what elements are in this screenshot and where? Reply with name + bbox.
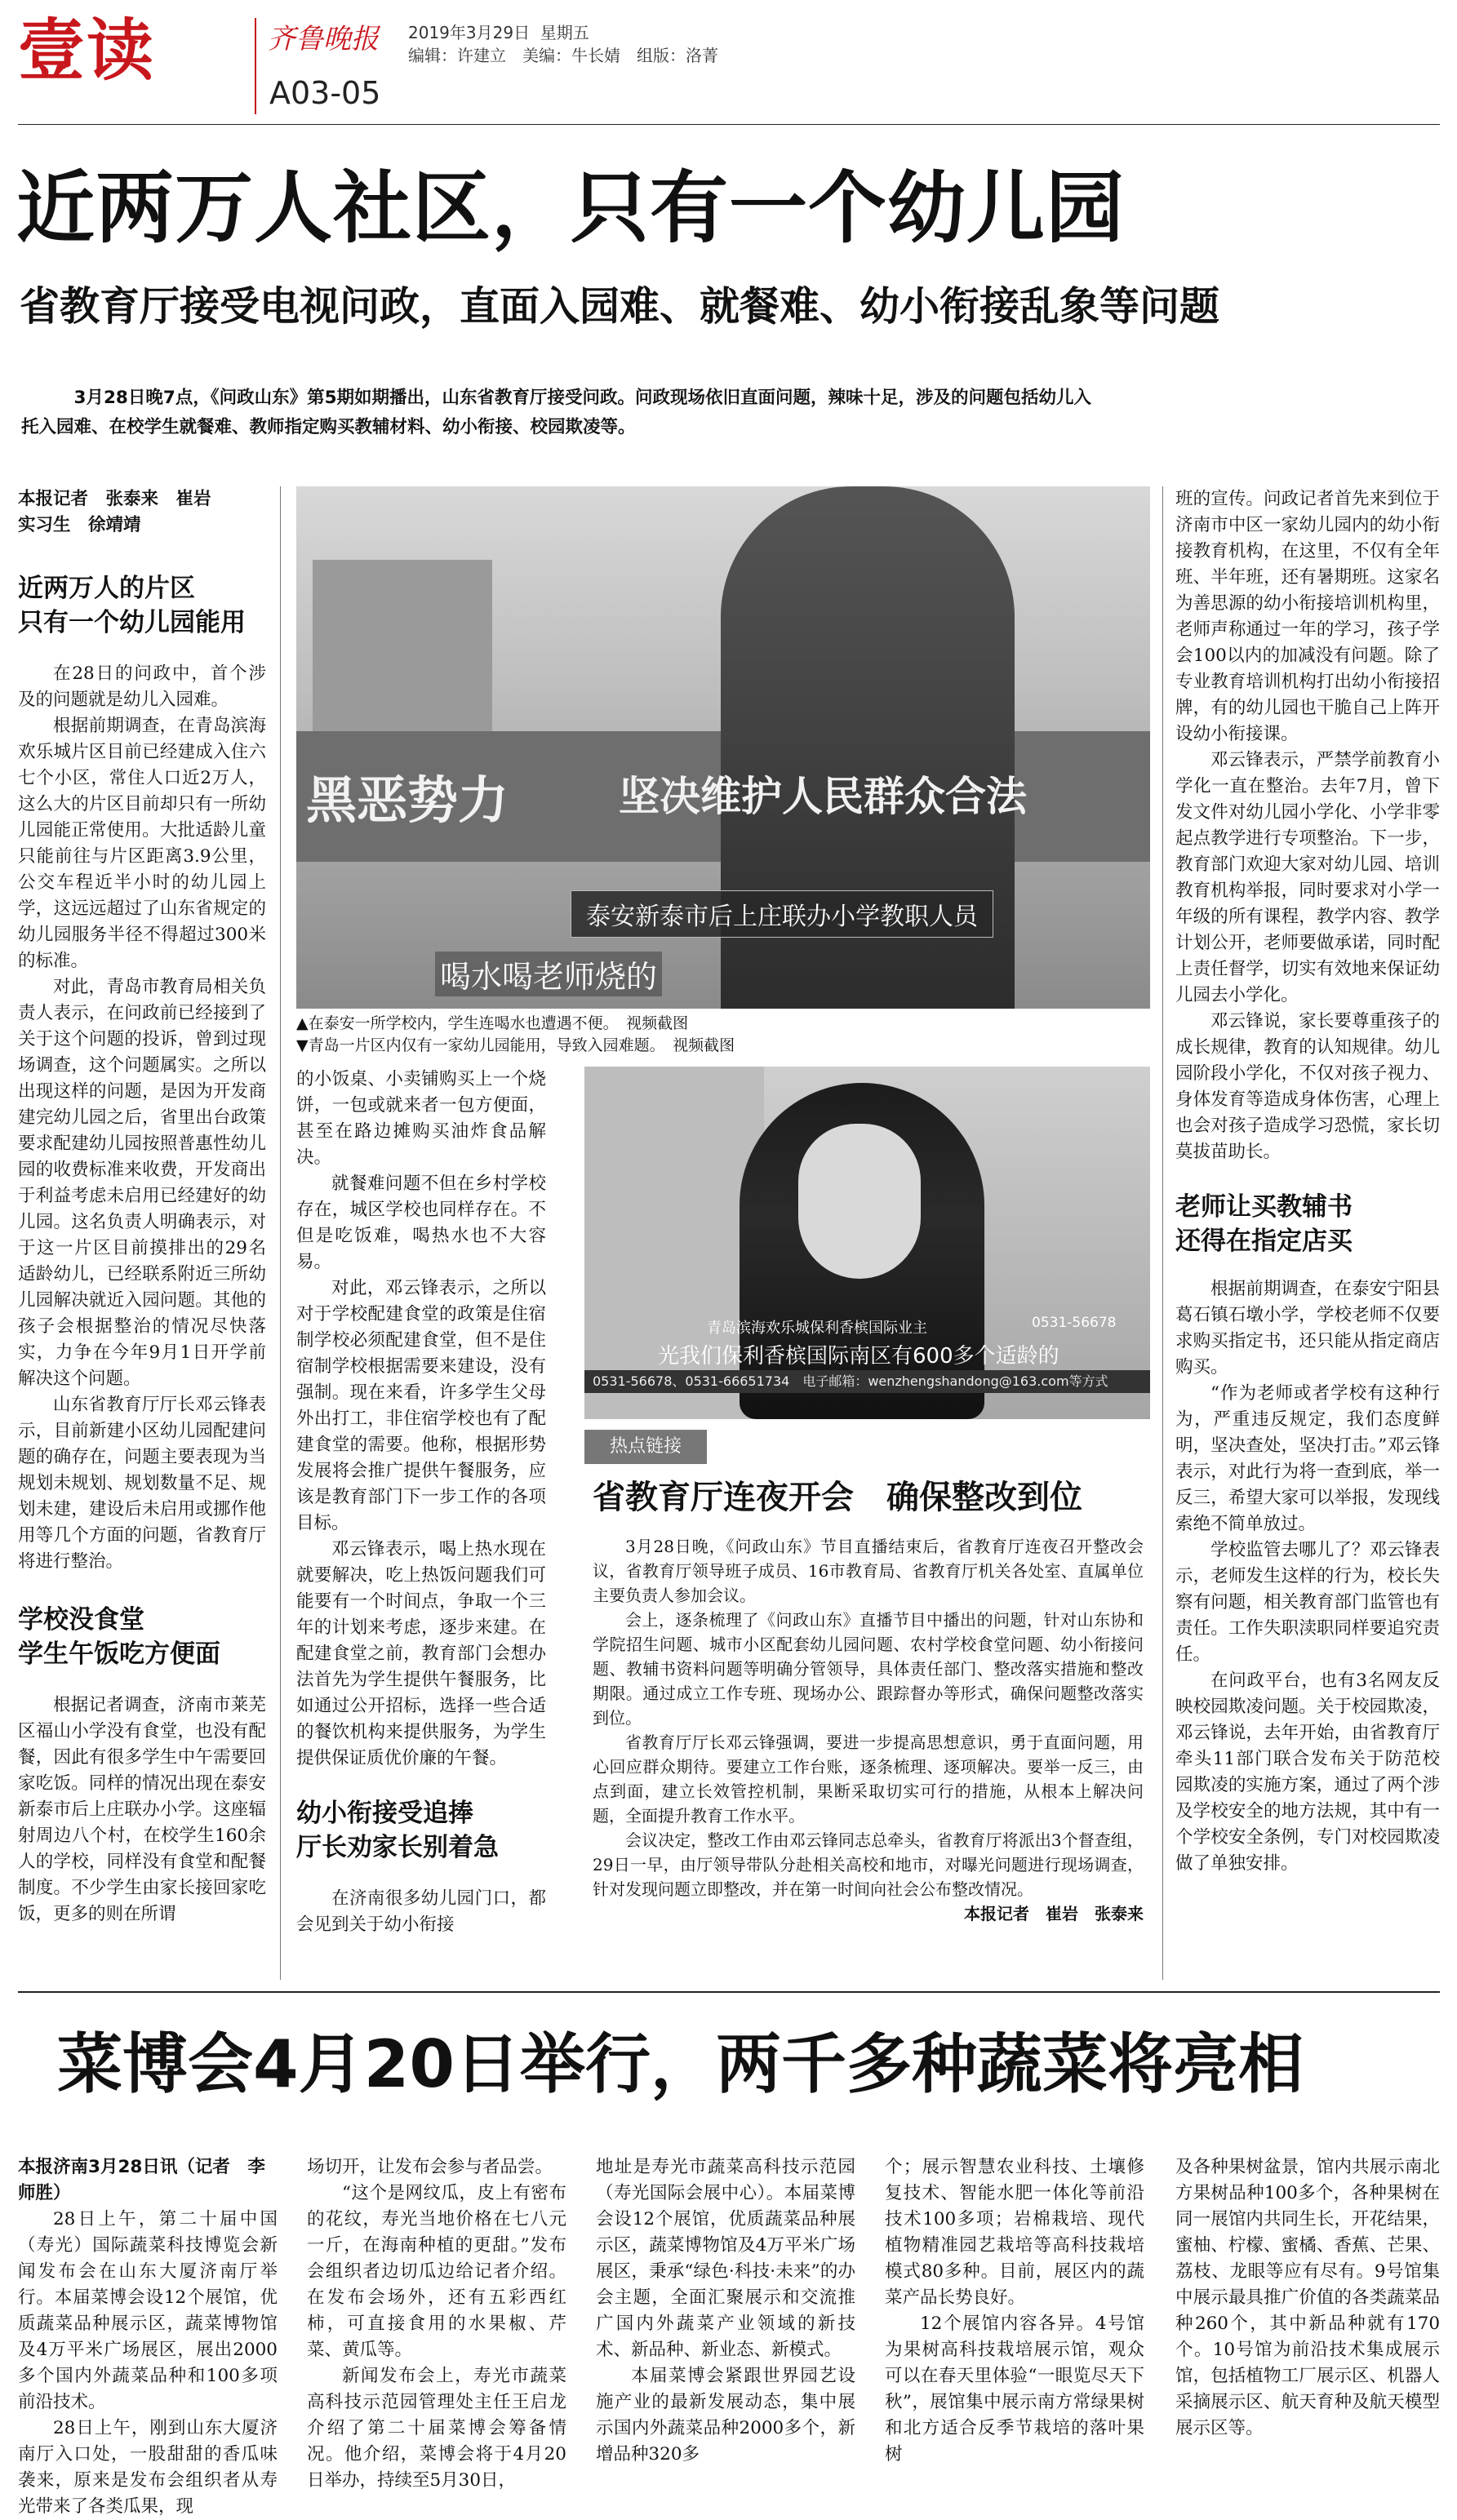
paragraph: 的小饭桌、小卖铺购买上一个烧饼，一包或就来者一包方便面，甚至在路边摊购买油炸食品解决。	[296, 1069, 546, 1168]
photo-parent-interview	[584, 1067, 1150, 1419]
paragraph: 省教育厅厅长邓云锋强调，要进一步提高思想意识，勇于直面问题，用心回应群众期待。要建立工作台账，逐条梳理、逐项解决。要举一反三，由点到面，建立长效管控机制，果断采取切实可行的措施，从根本上解决问题，全面提升教育工作水平。	[593, 1732, 1144, 1826]
paragraph: “这个是网纹瓜，皮上有密布的花纹，寿光当地价格在七八元一斤，在海南种植的更甜。”发布会组织者边切瓜边给记者介绍。在发布会场外，还有五彩西红柿，可直接食用的水果椒、芹菜、黄瓜等。	[307, 2183, 566, 2360]
section-title: 壹读	[18, 12, 156, 90]
name-bar: 青岛滨海欢乐城保利香槟国际业主	[707, 1320, 927, 1337]
paragraph: 对此，青岛市教育局相关负责人表示，在问政前已经接到了关于这个问题的投诉，曾到过现场调查，这个问题属实。之所以出现这样的问题，是因为开发商建完幼儿园之后，省里出台政策要求配建幼儿园按照普惠性幼儿园的收费标准来收费，开发商出于利益考虑未启用已经建好的幼儿园。这名负责人明确表示，对于这一片区目前摸排出的29名适龄幼儿，已经联系附近三所幼儿园解决就近入园问题。其他的孩子会根据整治的情况尽快落实，力争在今年9月1日开学前解决这个问题。	[18, 977, 266, 1389]
weekday-text: 星期五	[540, 23, 589, 42]
main-subheadline: 省教育厅接受电视问政，直面入园难、就餐难、幼小衔接乱象等问题	[20, 283, 1220, 330]
paragraph: 根据前期调查，在泰安宁阳县葛石镇石墩小学，学校老师不仅要求购买指定书，还只能从指定商店购买。	[1175, 1279, 1440, 1378]
subheading-line: 厅长劝家长别着急	[296, 1833, 499, 1862]
second-headline: 菜博会4月20日举行，两千多种蔬菜将亮相	[57, 2026, 1304, 2102]
paragraph: 本届菜博会紧跟世界园艺设施产业的最新发展动态，集中展示国内外蔬菜品种2000多个，新增品种320多	[596, 2366, 855, 2465]
masthead-divider	[255, 18, 256, 114]
paragraph: 地址是寿光市蔬菜高科技示范园（寿光国际会展中心）。本届菜博会设12个展馆，优质蔬菜品种展示区，蔬菜博物馆及4万平米广场展区，秉承“绿色·科技·未来”的办会主题，全面汇聚展示和交流推广国内外蔬菜产业领域的新技术、新品种、新业态、新模式。	[596, 2157, 855, 2360]
paragraph: 邓云锋说，家长要尊重孩子的成长规律，教育的认知规律。幼儿园阶段小学化，不仅对孩子视力、身体发育等造成身体伤害，心理上也会对孩子造成学习恐慌，家长切莫拔苗助长。	[1175, 1011, 1440, 1162]
hotline-bar: 0531-56678、0531-66651734 电子邮箱：wenzhengshandong@163.com等方式	[584, 1370, 1150, 1393]
hotlink-box	[584, 1430, 1150, 1980]
hotlink-title: 省教育厅连夜开会 确保整改到位	[593, 1479, 1082, 1516]
subheading-line: 老师让买教辅书	[1175, 1192, 1353, 1222]
right-number: 0531-56678	[1032, 1315, 1117, 1331]
photo-caption-top: ▲在泰安一所学校内，学生连喝水也遭遇不便。 视频截图	[296, 1014, 689, 1032]
paragraph: 场切开，让发布会参与者品尝。	[307, 2157, 553, 2177]
hotlink-body	[593, 1534, 1144, 1926]
paragraph: 在济南很多幼儿园门口，都会见到关于幼小衔接	[296, 1888, 546, 1935]
paragraph: 28日上午，第二十届中国（寿光）国际蔬菜科技博览会新闻发布会在山东大厦济南厅举行。本届菜博会设12个展馆，优质蔬菜品种展示区，蔬菜博物馆及4万平米广场展区，展出2000多个国内外蔬菜品种和100多项前沿技术。	[18, 2209, 278, 2412]
photo-face	[798, 1124, 921, 1279]
paragraph: 12个展馆内容各异。4号馆为果树高科技栽培展示馆，观众可以在春天里体验“一眼览尽天下秋”，展馆集中展示南方常绿果树和北方适合反季节栽培的落叶果树	[885, 2314, 1144, 2465]
editor-credits: 编辑：许建立 美编：牛长婧 组版：洛菁	[408, 46, 718, 65]
issue-date	[408, 20, 589, 43]
byline	[18, 486, 266, 539]
paper-logo: 齐鲁晚报	[268, 23, 379, 55]
paragraph: 根据前期调查，在青岛滨海欢乐城片区目前已经建成入住六七个小区，常住人口近2万人，这么大的片区目前却只有一所幼儿园能正常使用。大批适龄儿童只能前往与片区距离3.9公里，公交车程近半小时的幼儿园上学，这远远超过了山东省规定的幼儿园服务半径不得超过300米的标准。	[18, 716, 266, 971]
paragraph: 新闻发布会上，寿光市蔬菜高科技示范园管理处主任王启龙介绍了第二十届菜博会筹备情况。他介绍，菜博会将于4月20日举办，持续至5月30日，	[307, 2366, 566, 2491]
paragraph: 就餐难问题不但在乡村学校存在，城区学校也同样存在。不但是吃饭难，喝热水也不大容易。	[296, 1173, 546, 1272]
story2-byline: 本报济南3月28日讯（记者 李师胜）	[18, 2157, 265, 2203]
column-divider	[1162, 486, 1163, 1980]
paragraph: 3月28日晚，《问政山东》节目直播结束后，省教育厅连夜召开整改会议，省教育厅领导班子成员、16市教育局、省教育厅机关各处室、直属单位主要负责人参加会议。	[593, 1537, 1144, 1605]
column-1	[18, 486, 266, 1928]
story2-column-5	[1175, 2154, 1440, 2442]
video-subtitle: 喝水喝老师烧的	[435, 952, 662, 996]
photo-school-water	[296, 486, 1150, 1009]
column-2	[296, 1067, 546, 1938]
story2-column-4	[885, 2154, 1144, 2468]
paragraph: 会议决定，整改工作由邓云锋同志总牵头，省教育厅将派出3个督查组，29日一早，由厅领导带队分赴相关高校和地市，对曝光问题进行现场调查，针对发现问题立即整改，并在第一时间向社会公布整改情况。	[593, 1830, 1144, 1899]
main-headline: 近两万人社区，只有一个幼儿园	[16, 162, 1125, 254]
story2-column-3	[596, 2154, 855, 2468]
paragraph: 山东省教育厅厅长邓云锋表示，目前新建小区幼儿园配建问题的确存在，问题主要表现为当规划未规划、规划数量不足、规划未建，建设后未启用或挪作他用等几个方面的问题，省教育厅将进行整治。	[18, 1395, 266, 1572]
masthead-rule	[18, 124, 1440, 125]
subheading-workbook	[1175, 1190, 1440, 1258]
column-divider	[280, 486, 281, 1980]
wall-slogan-2: 坚决维护人民群众合法	[619, 773, 1027, 820]
subheading-line: 还得在指定店买	[1175, 1227, 1353, 1256]
paragraph: 邓云锋表示，喝上热水现在就要解决，吃上热饭问题我们可能要有一个时间点，争取一个三年的计划来考虑，逐步来建。在配建食堂之前，教育部门会想办法首先为学生提供午餐服务，比如通过公开招标，选择一些合适的餐饮机构来提供服务，为学生提供保证质优价廉的午餐。	[296, 1539, 546, 1768]
subheading-line: 学校没食堂	[18, 1605, 144, 1635]
story2-column-1	[18, 2154, 278, 2520]
subheading-transition	[296, 1796, 546, 1865]
paragraph: 个；展示智慧农业科技、土壤修复技术、智能水肥一体化等前沿技术100多项；岩棉栽培、现代植物精准园艺栽培等高科技栽培模式80多种。目前，展区内的蔬菜产品长势良好。	[885, 2157, 1144, 2308]
paragraph: 对此，邓云锋表示，之所以对于学校配建食堂的政策是住宿制学校必须配建食堂，但不是住宿制学校根据需要来建设，没有强制。现在来看，许多学生父母外出打工，非住宿学校也有了配建食堂的需要。他称，根据形势发展将会推广提供午餐服务，应该是教育部门下一步工作的各项目标。	[296, 1278, 546, 1533]
story2-column-2	[307, 2154, 566, 2494]
subheading-kindergarten	[18, 571, 266, 640]
paragraph: 在问政平台，也有3名网友反映校园欺凌问题。关于校园欺凌，邓云锋说，去年开始，由省教育厅牵头11部门联合发布关于防范校园欺凌的实施方案，通过了两个涉及学校安全的地方法规，其中有一个学校安全条例，专门对校园欺凌做了单独安排。	[1175, 1670, 1440, 1874]
subheading-line: 幼小衔接受追捧	[296, 1799, 473, 1828]
photo-caption-bottom: ▼青岛一片区内仅有一家幼儿园能用，导致入园难题。 视频截图	[296, 1036, 735, 1054]
hotlink-byline: 本报记者 崔岩 张泰来	[964, 1904, 1144, 1923]
page-number: A03-05	[269, 75, 381, 111]
paragraph: 在28日的问政中，首个涉及的问题就是幼儿入园难。	[18, 663, 266, 710]
video-name-banner: 泰安新泰市后上庄联办小学教职人员	[571, 890, 993, 938]
subheading-canteen	[18, 1603, 266, 1671]
paragraph: 28日上午，刚到山东大厦济南厅入口处，一股甜甜的香瓜味袭来，原来是发布会组织者从寿光带来了各类瓜果，现	[18, 2418, 278, 2517]
paragraph: 根据记者调查，济南市莱芜区福山小学没有食堂，也没有配餐，因此有很多学生中午需要回家吃饭。同样的情况出现在泰安新泰市后上庄联办小学。这座辐射周边八个村，在校学生160余人的学校，同样没有食堂和配餐制度。不少学生由家长接回家吃饭，更多的则在所谓	[18, 1695, 266, 1924]
subheading-line: 只有一个幼儿园能用	[18, 608, 246, 637]
story-separator	[18, 1991, 1440, 1993]
byline-reporters: 本报记者 张泰来 崔岩	[18, 489, 211, 509]
paragraph: 邓云锋表示，严禁学前教育小学化一直在整治。去年7月，曾下发文件对幼儿园小学化、小学非零起点教学进行专项整治。下一步，教育部门欢迎大家对幼儿园、培训教育机构举报，同时要求对小学一年级的所有课程，教学内容、教学计划公开，老师要做承诺，同时配上责任督学，切实有效地来保证幼儿园去小学化。	[1175, 750, 1440, 1005]
subheading-line: 近两万人的片区	[18, 574, 195, 603]
date-text: 2019年3月29日	[408, 23, 531, 42]
paragraph: 会上，逐条梳理了《问政山东》直播节目中播出的问题，针对山东协和学院招生问题、城市小区配套幼儿园问题、农村学校食堂问题、幼小衔接问题、教辅书资料问题等明确分管领导，具体责任部门、整改落实措施和整改期限。通过成立工作专班、现场办公、跟踪督办等形式，确保问题整改落实到位。	[593, 1610, 1144, 1728]
column-4	[1175, 486, 1440, 1877]
paragraph: 及各种果树盆景，馆内共展示南北方果树品种100多个，各种果树在同一展馆内共同生长，开花结果，蜜柚、柠檬、蜜橘、香蕉、芒果、荔枝、龙眼等应有尽有。9号馆集中展示最具推广价值的各类蔬菜品种260个，其中新品种就有170个。10号馆为前沿技术集成展示馆，包括植物工厂展示区、机器人采摘展示区、航天育种及航天模型展示区等。	[1175, 2157, 1440, 2438]
wall-slogan-1: 黑恶势力	[306, 770, 509, 830]
video-subtitle-2: 光我们保利香槟国际南区有600多个适龄的	[658, 1344, 1059, 1369]
paragraph: “作为老师或者学校有这种行为，严重违反规定，我们态度鲜明，坚决查处，坚决打击。”邓云锋表示，对此行为将一查到底，举一反三，希望大家可以举报，发现线索绝不简单放过。	[1175, 1383, 1440, 1534]
subheading-line: 学生午饭吃方便面	[18, 1639, 220, 1669]
hotlink-tag: 热点链接	[584, 1430, 707, 1464]
byline-intern: 实习生 徐靖靖	[18, 515, 141, 535]
paragraph: 学校监管去哪儿了？邓云锋表示，老师发生这样的行为，校长失察有问题，相关教育部门监管也有责任。工作失职渎职同样要追究责任。	[1175, 1540, 1440, 1665]
paragraph: 班的宣传。问政记者首先来到位于济南市中区一家幼儿园内的幼小衔接教育机构，在这里，不仅有全年班、半年班，还有暑期班。这家名为善思源的幼小衔接培训机构里，老师声称通过一年的学习，孩子学会100以内的加减没有问题。除了专业教育培训机构打出幼小衔接招牌，有的幼儿园也干脆自己上阵开设幼小衔接课。	[1175, 489, 1440, 744]
lead-paragraph: 3月28日晚7点，《问政山东》第5期如期播出，山东省教育厅接受问政。问政现场依旧直面问题，辣味十足，涉及的问题包括幼儿入托入园难、在校学生就餐难、教师指定购买教辅材料、幼小衔接、校园欺凌等。	[21, 388, 1092, 437]
